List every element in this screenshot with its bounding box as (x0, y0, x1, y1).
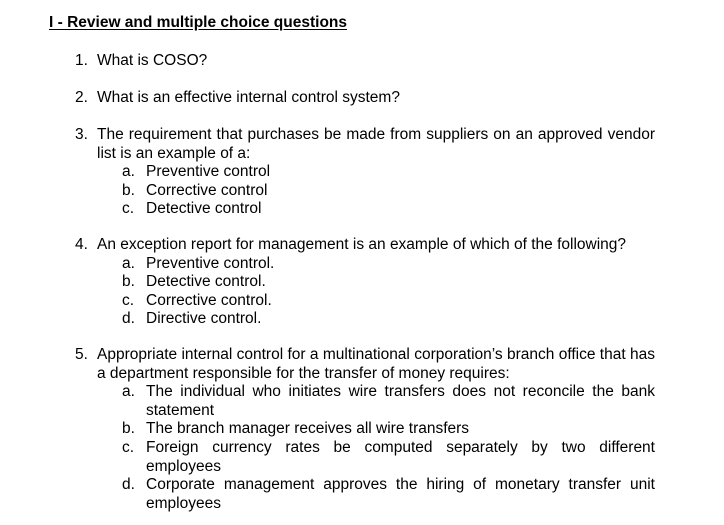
answer-option (122, 439, 655, 476)
answer-option (122, 310, 655, 329)
option-letter: b. (122, 273, 135, 291)
question-2 (75, 89, 655, 108)
question-3 (75, 126, 655, 219)
question-text: What is an effective internal control system? (97, 89, 400, 106)
option-text: Detective control. (146, 273, 266, 291)
option-text: Preventive control. (146, 254, 275, 272)
option-text: The individual who initiates wire transfers does not reconcile the bank statement (146, 383, 655, 419)
answer-option (122, 292, 655, 311)
option-letter: a. (122, 254, 135, 272)
option-text: The branch manager receives all wire transfers (146, 420, 470, 438)
option-text: Corrective control. (146, 291, 272, 309)
question-text: An exception report for management is an example of which of the following? (97, 236, 627, 253)
question-number: 4. (75, 236, 88, 253)
answer-options (122, 163, 655, 219)
question-text: Appropriate internal control for a multinational corporation’s branch office that has a department responsible for the transfer of money requires: (97, 346, 655, 382)
option-text: Foreign currency rates be computed separately by two different employees (146, 438, 655, 475)
option-letter: b. (122, 181, 135, 199)
option-letter: c. (122, 438, 135, 456)
question-number: 3. (75, 126, 88, 143)
option-text: Corporate management approves the hiring of monetary transfer unit employees (146, 476, 655, 512)
option-letter: b. (122, 420, 135, 438)
question-text: What is COSO? (97, 52, 208, 69)
option-letter: d. (122, 310, 135, 328)
answer-option (122, 273, 655, 292)
option-letter: a. (122, 163, 135, 181)
option-text: Preventive control (146, 163, 271, 181)
option-letter: a. (122, 383, 135, 401)
option-letter: d. (122, 476, 135, 494)
section-heading: I - Review and multiple choice questions (49, 14, 348, 31)
answer-option (122, 476, 655, 513)
answer-option (122, 383, 655, 420)
question-number: 5. (75, 346, 88, 363)
question-5 (75, 346, 655, 513)
question-4 (75, 236, 655, 329)
option-text: Detective control (146, 200, 262, 218)
answer-option (122, 420, 655, 439)
answer-option (122, 255, 655, 274)
answer-option (122, 163, 655, 182)
option-letter: c. (122, 200, 135, 218)
answer-option (122, 200, 655, 219)
answer-option (122, 182, 655, 201)
question-1 (75, 52, 655, 71)
question-number: 1. (75, 52, 88, 69)
answer-options (122, 383, 655, 513)
option-text: Corrective control (146, 181, 268, 199)
answer-options (122, 255, 655, 329)
option-letter: c. (122, 291, 135, 309)
option-text: Directive control. (146, 310, 262, 328)
question-number: 2. (75, 89, 88, 106)
question-text: The requirement that purchases be made from suppliers on an approved vendor list is an example of a: (97, 126, 655, 162)
